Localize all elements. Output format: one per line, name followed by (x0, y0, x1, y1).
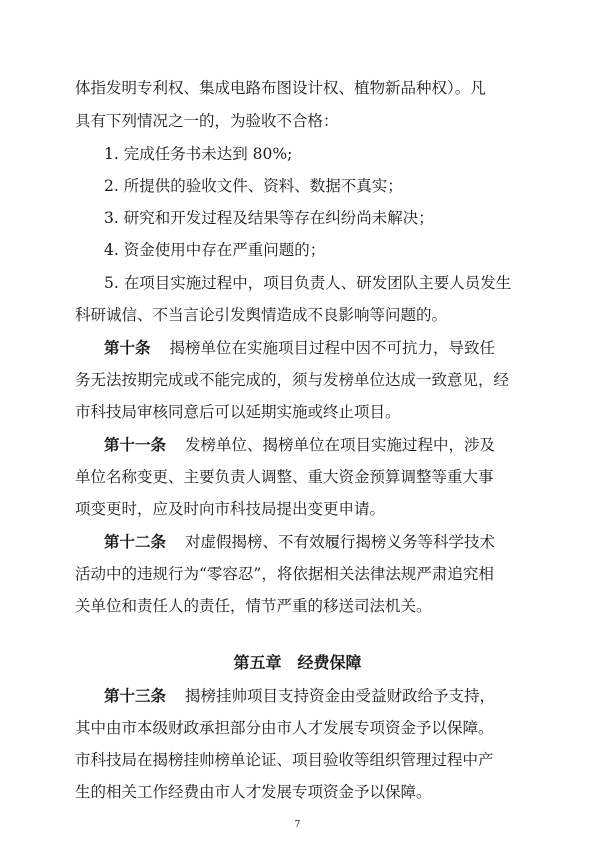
paragraph-line: 项变更时，应及时向市科技局提出变更申请。 (75, 500, 386, 518)
paragraph-line: 科研诚信、不当言论引发舆情造成不良影响等问题的。 (75, 306, 448, 324)
article-title: 第十三条 (104, 687, 167, 705)
article-text: 对虚假揭榜、不有效履行揭榜义务等科学技术 (184, 533, 495, 551)
article-title: 第十二条 (104, 533, 167, 551)
list-item: 3. 研究和开发过程及结果等存在纠纷尚未解决； (104, 209, 434, 227)
paragraph-line: 生的相关工作经费由市人才发展专项资金予以保障。 (75, 783, 432, 801)
article-13-line (104, 686, 495, 706)
list-item: 5. 在项目实施过程中，项目负责人、研发团队主要人员发生 (104, 274, 512, 292)
article-11-line (104, 435, 495, 455)
paragraph-line: 关单位和责任人的责任，情节严重的移送司法机关。 (75, 597, 432, 615)
paragraph-line: 体指发明专利权、集成电路布图设计权、植物新品种权）。凡 (75, 79, 486, 97)
list-item: 4. 资金使用中存在严重问题的； (104, 241, 326, 259)
article-10-line (104, 338, 495, 358)
article-text: 发榜单位、揭榜单位在项目实施过程中，涉及 (184, 436, 495, 454)
article-title: 第十一条 (104, 436, 167, 454)
article-text: 揭榜单位在实施项目过程中因不可抗力，导致任 (169, 339, 495, 357)
article-text: 揭榜挂帅项目支持资金由受益财政给予支持， (184, 687, 495, 705)
paragraph-line: 市科技局在揭榜挂帅榜单论证、项目验收等组织管理过程中产 (75, 751, 494, 769)
paragraph-line: 其中由市本级财政承担部分由市人才发展专项资金予以保障。 (75, 719, 494, 737)
paragraph-line: 活动中的违规行为“零容忍”，将依据相关法律法规严肃追究相 (75, 565, 494, 583)
article-12-line (104, 532, 495, 552)
paragraph-line: 务无法按期完成或不能完成的，须与发榜单位达成一致意见，经 (75, 371, 510, 389)
paragraph-line: 具有下列情况之一的，为验收不合格： (75, 112, 339, 130)
page-number: 7 (294, 820, 301, 830)
list-item: 1. 完成任务书未达到 80%; (104, 145, 293, 163)
paragraph-line: 市科技局审核同意后可以延期实施或终止项目。 (75, 403, 401, 421)
article-title: 第十条 (104, 339, 151, 357)
paragraph-line: 单位名称变更、主要负责人调整、重大资金预算调整等重大事 (75, 468, 494, 486)
chapter-heading: 第五章 经费保障 (233, 653, 362, 672)
list-item: 2. 所提供的验收文件、资料、数据不真实； (104, 177, 403, 195)
